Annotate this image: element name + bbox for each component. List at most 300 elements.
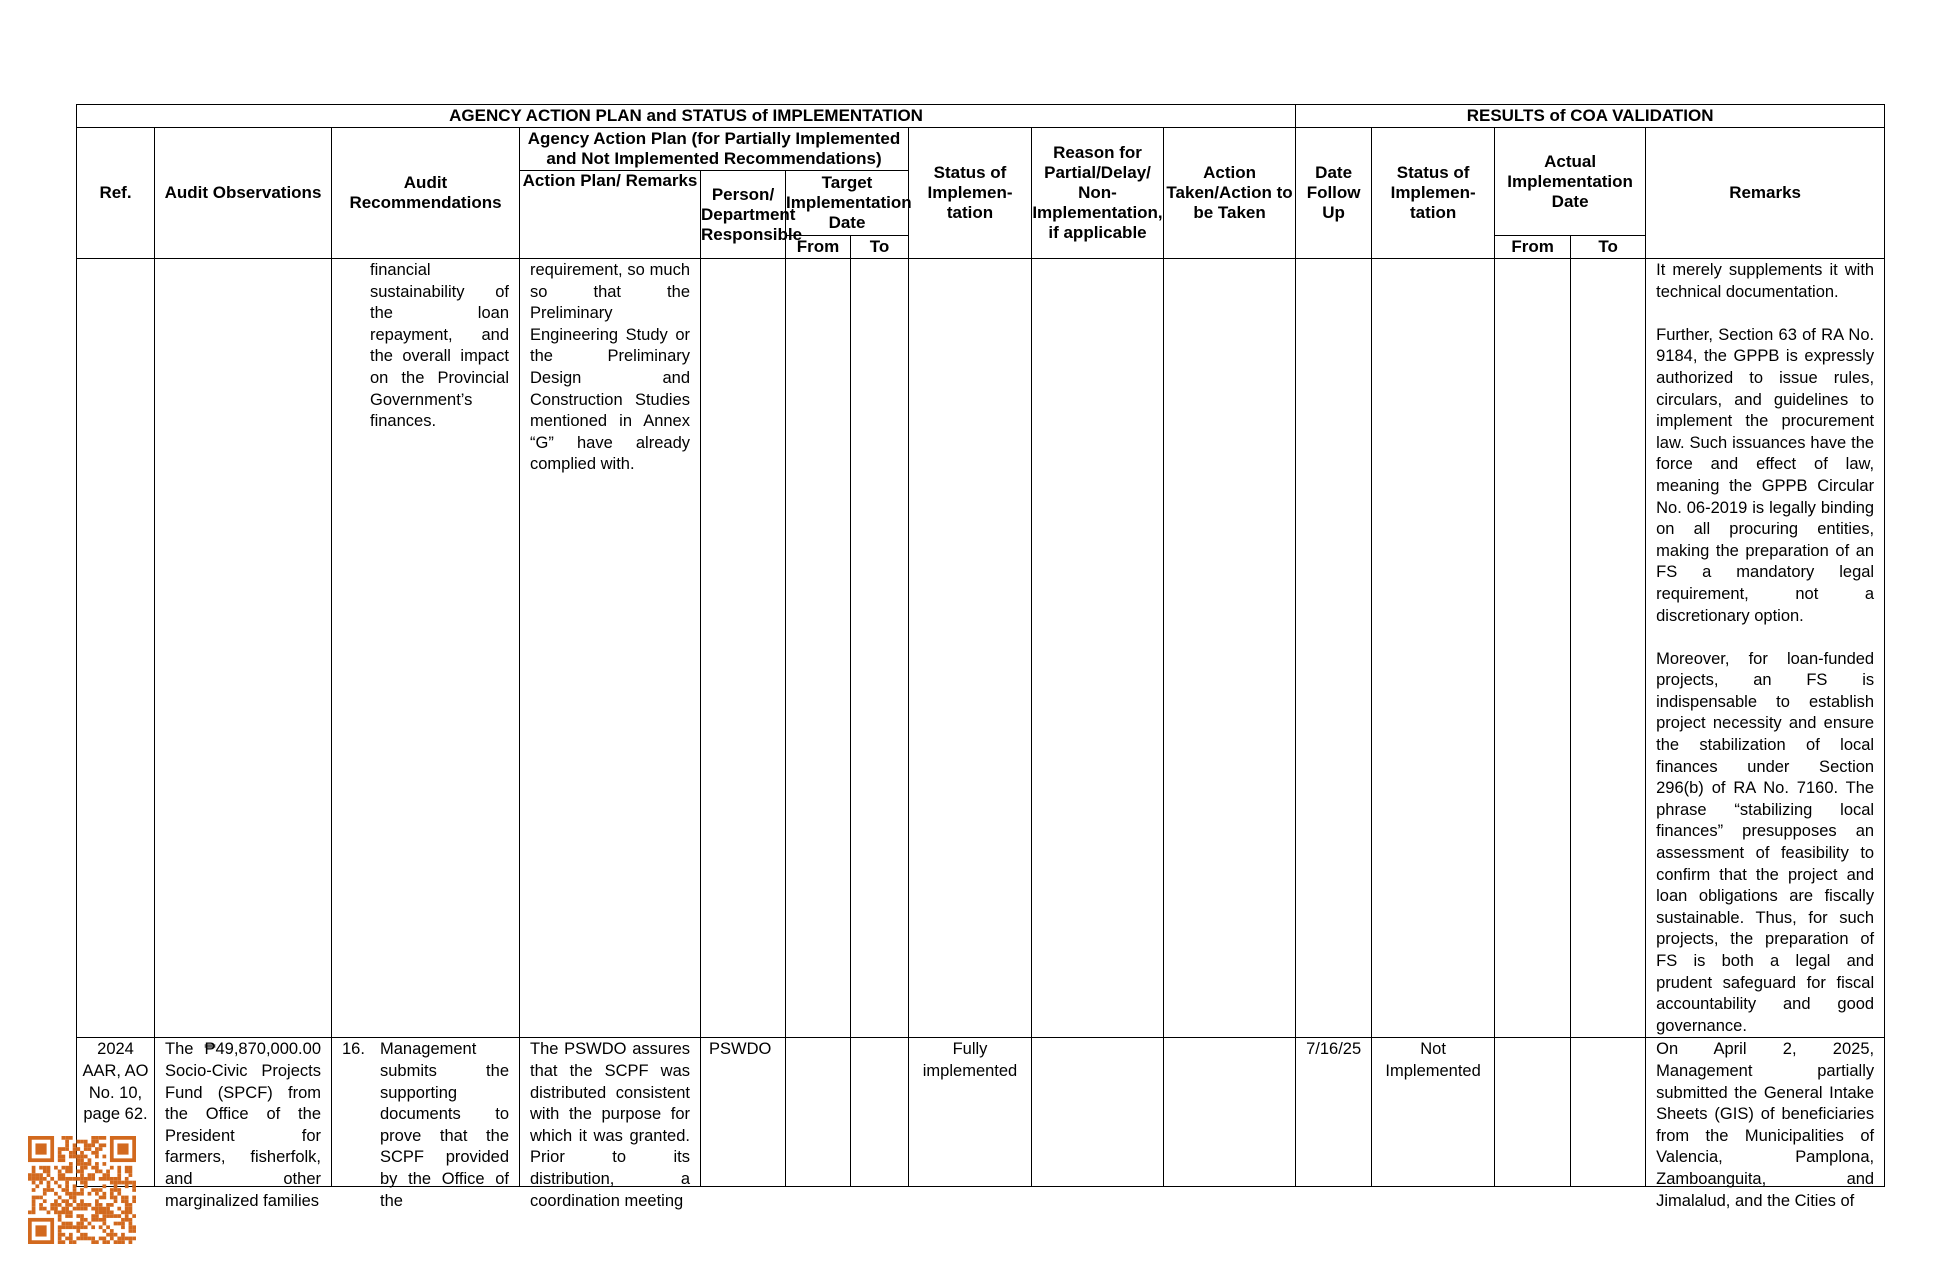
ref-cell xyxy=(77,259,155,1038)
qr-module xyxy=(114,1184,118,1188)
qr-module xyxy=(125,1196,129,1200)
qr-module xyxy=(91,1218,95,1222)
qr-module xyxy=(58,1225,62,1229)
qr-module xyxy=(76,1214,80,1218)
recommendations-text: financial sustainability of the loan repayment, and the overall impact on the Provincial Government’s finances. xyxy=(370,261,509,431)
qr-module xyxy=(69,1210,73,1214)
observations-cell xyxy=(155,259,332,1038)
qr-module xyxy=(69,1203,73,1207)
qr-module xyxy=(129,1170,133,1174)
qr-module xyxy=(28,1173,32,1177)
qr-module xyxy=(132,1181,136,1185)
qr-module xyxy=(84,1207,88,1211)
agency-action-plan-band: AGENCY ACTION PLAN and STATUS of IMPLEMENTATION xyxy=(77,105,1296,128)
col-actual-to: To xyxy=(1571,236,1646,259)
qr-module xyxy=(73,1240,77,1244)
qr-module xyxy=(80,1218,84,1222)
qr-module xyxy=(84,1140,88,1144)
qr-module xyxy=(117,1173,121,1177)
qr-module xyxy=(129,1207,133,1211)
qr-module xyxy=(102,1155,106,1159)
qr-module xyxy=(35,1177,39,1181)
qr-module xyxy=(121,1237,125,1241)
qr-module xyxy=(80,1233,84,1237)
col-action-taken: Action Taken/Action to be Taken xyxy=(1164,128,1296,259)
qr-module xyxy=(102,1218,106,1222)
qr-module xyxy=(58,1173,62,1177)
qr-module xyxy=(129,1229,133,1233)
reason-cell xyxy=(1032,259,1164,1038)
qr-module xyxy=(88,1143,92,1147)
qr-module xyxy=(121,1240,125,1244)
recommendations-cell xyxy=(332,259,520,1038)
qr-module xyxy=(69,1214,73,1218)
remarks-text: On April 2, 2025, Management partially submitted the General Intake Sheets (GIS) of beneficiaries from the Municipalities of Valencia, Pamplona, Zamboanguita, and Jimalalud, and the Cities of xyxy=(1656,1040,1875,1210)
qr-module xyxy=(65,1166,69,1170)
qr-module xyxy=(32,1210,36,1214)
qr-module xyxy=(110,1237,114,1241)
qr-module xyxy=(50,1177,54,1181)
qr-module xyxy=(32,1199,36,1203)
qr-module xyxy=(132,1196,136,1200)
recommendations-text: Management submits the supporting documents to prove that the SCPF provided by the Office of the xyxy=(380,1040,509,1210)
qr-module xyxy=(76,1140,80,1144)
qr-module xyxy=(58,1170,62,1174)
action-taken-cell xyxy=(1164,1038,1296,1187)
coa-status-cell xyxy=(1372,259,1495,1038)
qr-module xyxy=(73,1184,77,1188)
qr-module xyxy=(110,1210,114,1214)
qr-module xyxy=(132,1214,136,1218)
qr-module xyxy=(47,1166,51,1170)
qr-module xyxy=(95,1136,99,1140)
qr-module xyxy=(99,1225,103,1229)
qr-module xyxy=(62,1188,66,1192)
qr-module xyxy=(73,1196,77,1200)
qr-module xyxy=(58,1240,62,1244)
qr-module xyxy=(117,1237,121,1241)
qr-module xyxy=(80,1207,84,1211)
qr-module xyxy=(129,1181,133,1185)
qr-module xyxy=(95,1214,99,1218)
qr-module xyxy=(65,1147,69,1151)
qr-module xyxy=(106,1177,110,1181)
qr-module xyxy=(80,1166,84,1170)
qr-module xyxy=(58,1218,62,1222)
qr-module xyxy=(99,1147,103,1151)
qr-module xyxy=(91,1240,95,1244)
qr-module xyxy=(110,1229,114,1233)
qr-module xyxy=(28,1177,32,1181)
qr-module xyxy=(76,1162,80,1166)
qr-module xyxy=(99,1188,103,1192)
qr-module xyxy=(114,1188,118,1192)
qr-module xyxy=(76,1192,80,1196)
qr-module xyxy=(125,1207,129,1211)
qr-module xyxy=(132,1188,136,1192)
qr-module xyxy=(129,1210,133,1214)
qr-module xyxy=(65,1237,69,1241)
qr-module xyxy=(125,1184,129,1188)
qr-finder-pattern xyxy=(28,1136,54,1162)
qr-module xyxy=(76,1207,80,1211)
qr-module xyxy=(88,1237,92,1241)
qr-module xyxy=(95,1192,99,1196)
qr-module xyxy=(95,1199,99,1203)
qr-module xyxy=(69,1237,73,1241)
qr-module xyxy=(54,1181,58,1185)
target-from-cell xyxy=(786,259,851,1038)
qr-module xyxy=(121,1199,125,1203)
qr-module xyxy=(39,1207,43,1211)
qr-module xyxy=(58,1151,62,1155)
qr-module xyxy=(69,1170,73,1174)
qr-module xyxy=(99,1136,103,1140)
qr-module xyxy=(50,1207,54,1211)
qr-module xyxy=(69,1240,73,1244)
col-target-from: From xyxy=(786,236,851,259)
qr-module xyxy=(106,1214,110,1218)
qr-module xyxy=(110,1214,114,1218)
qr-module xyxy=(95,1203,99,1207)
qr-module xyxy=(121,1222,125,1226)
person-cell xyxy=(701,259,786,1038)
qr-module xyxy=(99,1143,103,1147)
ref-text: 2024 AAR, AO No. 10, page 62. xyxy=(82,1040,149,1124)
qr-module xyxy=(39,1203,43,1207)
qr-module xyxy=(80,1162,84,1166)
qr-module xyxy=(43,1192,47,1196)
qr-module xyxy=(125,1177,129,1181)
qr-module xyxy=(129,1218,133,1222)
col-remarks: Remarks xyxy=(1646,128,1885,259)
actual-from-cell xyxy=(1495,259,1571,1038)
qr-module xyxy=(54,1192,58,1196)
qr-module xyxy=(69,1136,73,1140)
qr-module xyxy=(58,1196,62,1200)
col-coa-status: Status of Implemen-tation xyxy=(1372,128,1495,259)
col-date-follow-up: Date Follow Up xyxy=(1296,128,1372,259)
qr-module xyxy=(43,1177,47,1181)
target-to-cell xyxy=(851,259,909,1038)
qr-module xyxy=(88,1192,92,1196)
qr-module xyxy=(62,1173,66,1177)
col-audit-recommendations: Audit Recommendations xyxy=(332,128,520,259)
qr-finder-pattern xyxy=(110,1136,136,1162)
qr-module xyxy=(76,1155,80,1159)
qr-module xyxy=(80,1181,84,1185)
qr-module xyxy=(121,1225,125,1229)
actual-to-cell xyxy=(1571,1038,1646,1187)
qr-module xyxy=(69,1196,73,1200)
qr-module xyxy=(102,1143,106,1147)
qr-module xyxy=(80,1173,84,1177)
qr-module xyxy=(69,1222,73,1226)
qr-module xyxy=(95,1170,99,1174)
qr-module xyxy=(76,1237,80,1241)
qr-module xyxy=(65,1210,69,1214)
qr-module xyxy=(65,1184,69,1188)
qr-module xyxy=(39,1173,43,1177)
qr-module xyxy=(129,1203,133,1207)
qr-module xyxy=(43,1199,47,1203)
qr-module xyxy=(32,1166,36,1170)
qr-module xyxy=(62,1233,66,1237)
qr-module xyxy=(91,1151,95,1155)
target-from-cell xyxy=(786,1038,851,1187)
qr-module xyxy=(91,1177,95,1181)
qr-module xyxy=(69,1233,73,1237)
qr-module xyxy=(47,1173,51,1177)
qr-module xyxy=(84,1237,88,1241)
qr-module xyxy=(102,1240,106,1244)
qr-module xyxy=(110,1233,114,1237)
qr-module xyxy=(99,1177,103,1181)
qr-module xyxy=(47,1181,51,1185)
qr-module xyxy=(84,1143,88,1147)
qr-module xyxy=(88,1158,92,1162)
qr-module xyxy=(58,1155,62,1159)
qr-module xyxy=(58,1233,62,1237)
qr-module xyxy=(69,1151,73,1155)
qr-module xyxy=(62,1222,66,1226)
qr-finder-pattern xyxy=(28,1218,54,1244)
qr-module xyxy=(88,1222,92,1226)
qr-module xyxy=(95,1218,99,1222)
remarks-paragraph: Moreover, for loan-funded projects, an FS is indispensable to establish project necessity and ensure the stabilization of local finances under Section 296(b) of RA No. 7160. The phrase “stabilizing local finances” presupposes an assessment of feasibility to confirm that the project and loan obligations are fiscally sustainable. Thus, for such projects, the preparation of FS is both a legal and prudent safeguard for fiscal accountability and good governance. xyxy=(1656,649,1875,1035)
action-plan-table xyxy=(76,104,1885,1210)
qr-module xyxy=(132,1184,136,1188)
qr-module xyxy=(84,1162,88,1166)
qr-module xyxy=(73,1225,77,1229)
qr-module xyxy=(62,1147,66,1151)
qr-module xyxy=(102,1184,106,1188)
qr-module xyxy=(80,1151,84,1155)
qr-module xyxy=(91,1173,95,1177)
qr-module xyxy=(80,1222,84,1226)
qr-module xyxy=(69,1162,73,1166)
qr-module xyxy=(110,1188,114,1192)
qr-module xyxy=(62,1158,66,1162)
qr-module xyxy=(102,1196,106,1200)
qr-module xyxy=(95,1151,99,1155)
qr-module xyxy=(132,1237,136,1241)
coa-status-cell xyxy=(1372,1038,1495,1187)
qr-module xyxy=(62,1207,66,1211)
status-cell xyxy=(909,1038,1032,1187)
qr-module xyxy=(80,1155,84,1159)
qr-module xyxy=(91,1207,95,1211)
qr-module xyxy=(84,1203,88,1207)
qr-module xyxy=(43,1170,47,1174)
qr-module xyxy=(117,1192,121,1196)
qr-module xyxy=(62,1240,66,1244)
qr-module xyxy=(69,1192,73,1196)
qr-module xyxy=(39,1196,43,1200)
qr-module xyxy=(117,1214,121,1218)
qr-module xyxy=(91,1166,95,1170)
qr-module xyxy=(110,1196,114,1200)
qr-module xyxy=(106,1225,110,1229)
qr-module xyxy=(95,1210,99,1214)
qr-module xyxy=(73,1155,77,1159)
qr-module xyxy=(69,1225,73,1229)
qr-module xyxy=(62,1136,66,1140)
qr-module xyxy=(110,1166,114,1170)
qr-module xyxy=(117,1166,121,1170)
qr-module xyxy=(32,1181,36,1185)
date-follow-up-cell xyxy=(1296,1038,1372,1187)
qr-module xyxy=(110,1192,114,1196)
qr-module xyxy=(121,1181,125,1185)
qr-module xyxy=(65,1143,69,1147)
qr-module xyxy=(62,1177,66,1181)
qr-module xyxy=(117,1207,121,1211)
qr-module xyxy=(99,1196,103,1200)
qr-module xyxy=(80,1225,84,1229)
qr-module xyxy=(84,1166,88,1170)
action-plan-cell xyxy=(520,1038,701,1210)
qr-module xyxy=(69,1155,73,1159)
qr-module xyxy=(102,1222,106,1226)
qr-module xyxy=(99,1237,103,1241)
action-plan-text: requirement, so much so that the Preliminary Engineering Study or the Preliminary Design and Construction Studies mentioned in Annex “G” have already complied with. xyxy=(530,261,690,474)
date-follow-up-cell xyxy=(1296,259,1372,1038)
qr-module xyxy=(80,1177,84,1181)
qr-module xyxy=(58,1214,62,1218)
qr-module xyxy=(117,1240,121,1244)
qr-module xyxy=(62,1210,66,1214)
qr-module xyxy=(32,1170,36,1174)
qr-module xyxy=(125,1170,129,1174)
qr-module xyxy=(114,1181,118,1185)
qr-module xyxy=(99,1218,103,1222)
qr-module xyxy=(58,1203,62,1207)
qr-module xyxy=(65,1192,69,1196)
qr-module xyxy=(50,1203,54,1207)
qr-module xyxy=(106,1207,110,1211)
qr-module xyxy=(65,1136,69,1140)
qr-module xyxy=(95,1140,99,1144)
qr-module xyxy=(32,1207,36,1211)
qr-module xyxy=(91,1143,95,1147)
qr-module xyxy=(84,1233,88,1237)
qr-module xyxy=(73,1199,77,1203)
qr-module xyxy=(84,1181,88,1185)
qr-module xyxy=(43,1188,47,1192)
qr-module xyxy=(76,1225,80,1229)
qr-module xyxy=(84,1147,88,1151)
qr-module xyxy=(54,1203,58,1207)
qr-module xyxy=(54,1210,58,1214)
qr-module xyxy=(35,1196,39,1200)
qr-module xyxy=(62,1166,66,1170)
qr-module xyxy=(80,1158,84,1162)
qr-module xyxy=(102,1162,106,1166)
qr-module xyxy=(47,1184,51,1188)
qr-module xyxy=(102,1136,106,1140)
qr-module xyxy=(43,1166,47,1170)
qr-module xyxy=(95,1147,99,1151)
col-ref: Ref. xyxy=(77,128,155,259)
qr-module xyxy=(65,1214,69,1218)
qr-module xyxy=(50,1188,54,1192)
qr-module xyxy=(84,1225,88,1229)
qr-module xyxy=(58,1237,62,1241)
qr-module xyxy=(65,1203,69,1207)
qr-module xyxy=(102,1177,106,1181)
coa-status-text: Not Implemented xyxy=(1385,1040,1481,1080)
qr-module xyxy=(117,1177,121,1181)
qr-module xyxy=(88,1177,92,1181)
qr-module xyxy=(65,1177,69,1181)
qr-module xyxy=(106,1173,110,1177)
col-action-plan-remarks: Action Plan/ Remarks xyxy=(520,171,701,259)
qr-module xyxy=(114,1177,118,1181)
remarks-cell xyxy=(1646,259,1885,1038)
qr-module xyxy=(102,1207,106,1211)
qr-module xyxy=(95,1155,99,1159)
qr-module xyxy=(65,1207,69,1211)
qr-module xyxy=(76,1203,80,1207)
observations-text: The ₱49,870,000.00 Socio-Civic Projects Fund (SPCF) from the Office of the President for farmers, fisherfolk, and other marginalized families xyxy=(165,1040,321,1210)
qr-module xyxy=(110,1177,114,1181)
recommendation-number: 16. xyxy=(342,1040,365,1059)
remarks-paragraph: Further, Section 63 of RA No. 9184, the GPPB is expressly authorized to issue rules, circulars, and guidelines to implement the procurement law. Such issuances have the force and effect of law, meaning the GPPB Circular No. 06-2019 is legally binding on all procuring entities, making the preparation of an FS a mandatory legal requirement, not a discretionary option. xyxy=(1656,325,1875,625)
qr-module xyxy=(76,1177,80,1181)
qr-module xyxy=(47,1170,51,1174)
qr-module xyxy=(54,1207,58,1211)
qr-module xyxy=(114,1196,118,1200)
qr-module xyxy=(80,1192,84,1196)
col-actual-implementation-date: Actual Implementation Date xyxy=(1495,128,1646,236)
qr-module xyxy=(76,1222,80,1226)
status-text: Fully implemented xyxy=(922,1040,1018,1080)
qr-module xyxy=(91,1237,95,1241)
qr-module xyxy=(95,1207,99,1211)
qr-module xyxy=(102,1173,106,1177)
qr-module xyxy=(73,1207,77,1211)
qr-module xyxy=(32,1196,36,1200)
coa-validation-band: RESULTS of COA VALIDATION xyxy=(1296,105,1885,128)
qr-module xyxy=(84,1218,88,1222)
qr-module xyxy=(132,1199,136,1203)
qr-module xyxy=(99,1207,103,1211)
qr-module xyxy=(102,1237,106,1241)
observations-cell xyxy=(155,1038,332,1210)
qr-module xyxy=(54,1166,58,1170)
qr-module xyxy=(110,1203,114,1207)
status-cell xyxy=(909,259,1032,1038)
qr-module xyxy=(91,1136,95,1140)
col-status-of-implementation: Status of Implemen-tation xyxy=(909,128,1032,259)
qr-module xyxy=(106,1203,110,1207)
qr-module xyxy=(65,1188,69,1192)
person-text: PSWDO xyxy=(709,1040,772,1059)
qr-module xyxy=(58,1229,62,1233)
qr-module xyxy=(69,1177,73,1181)
target-to-cell xyxy=(851,1038,909,1187)
qr-module xyxy=(99,1203,103,1207)
qr-module xyxy=(39,1166,43,1170)
qr-module xyxy=(62,1155,66,1159)
qr-module xyxy=(39,1177,43,1181)
qr-module xyxy=(114,1233,118,1237)
qr-module xyxy=(125,1203,129,1207)
recommendations-cell xyxy=(332,1038,520,1210)
qr-module xyxy=(129,1237,133,1241)
qr-module xyxy=(102,1192,106,1196)
